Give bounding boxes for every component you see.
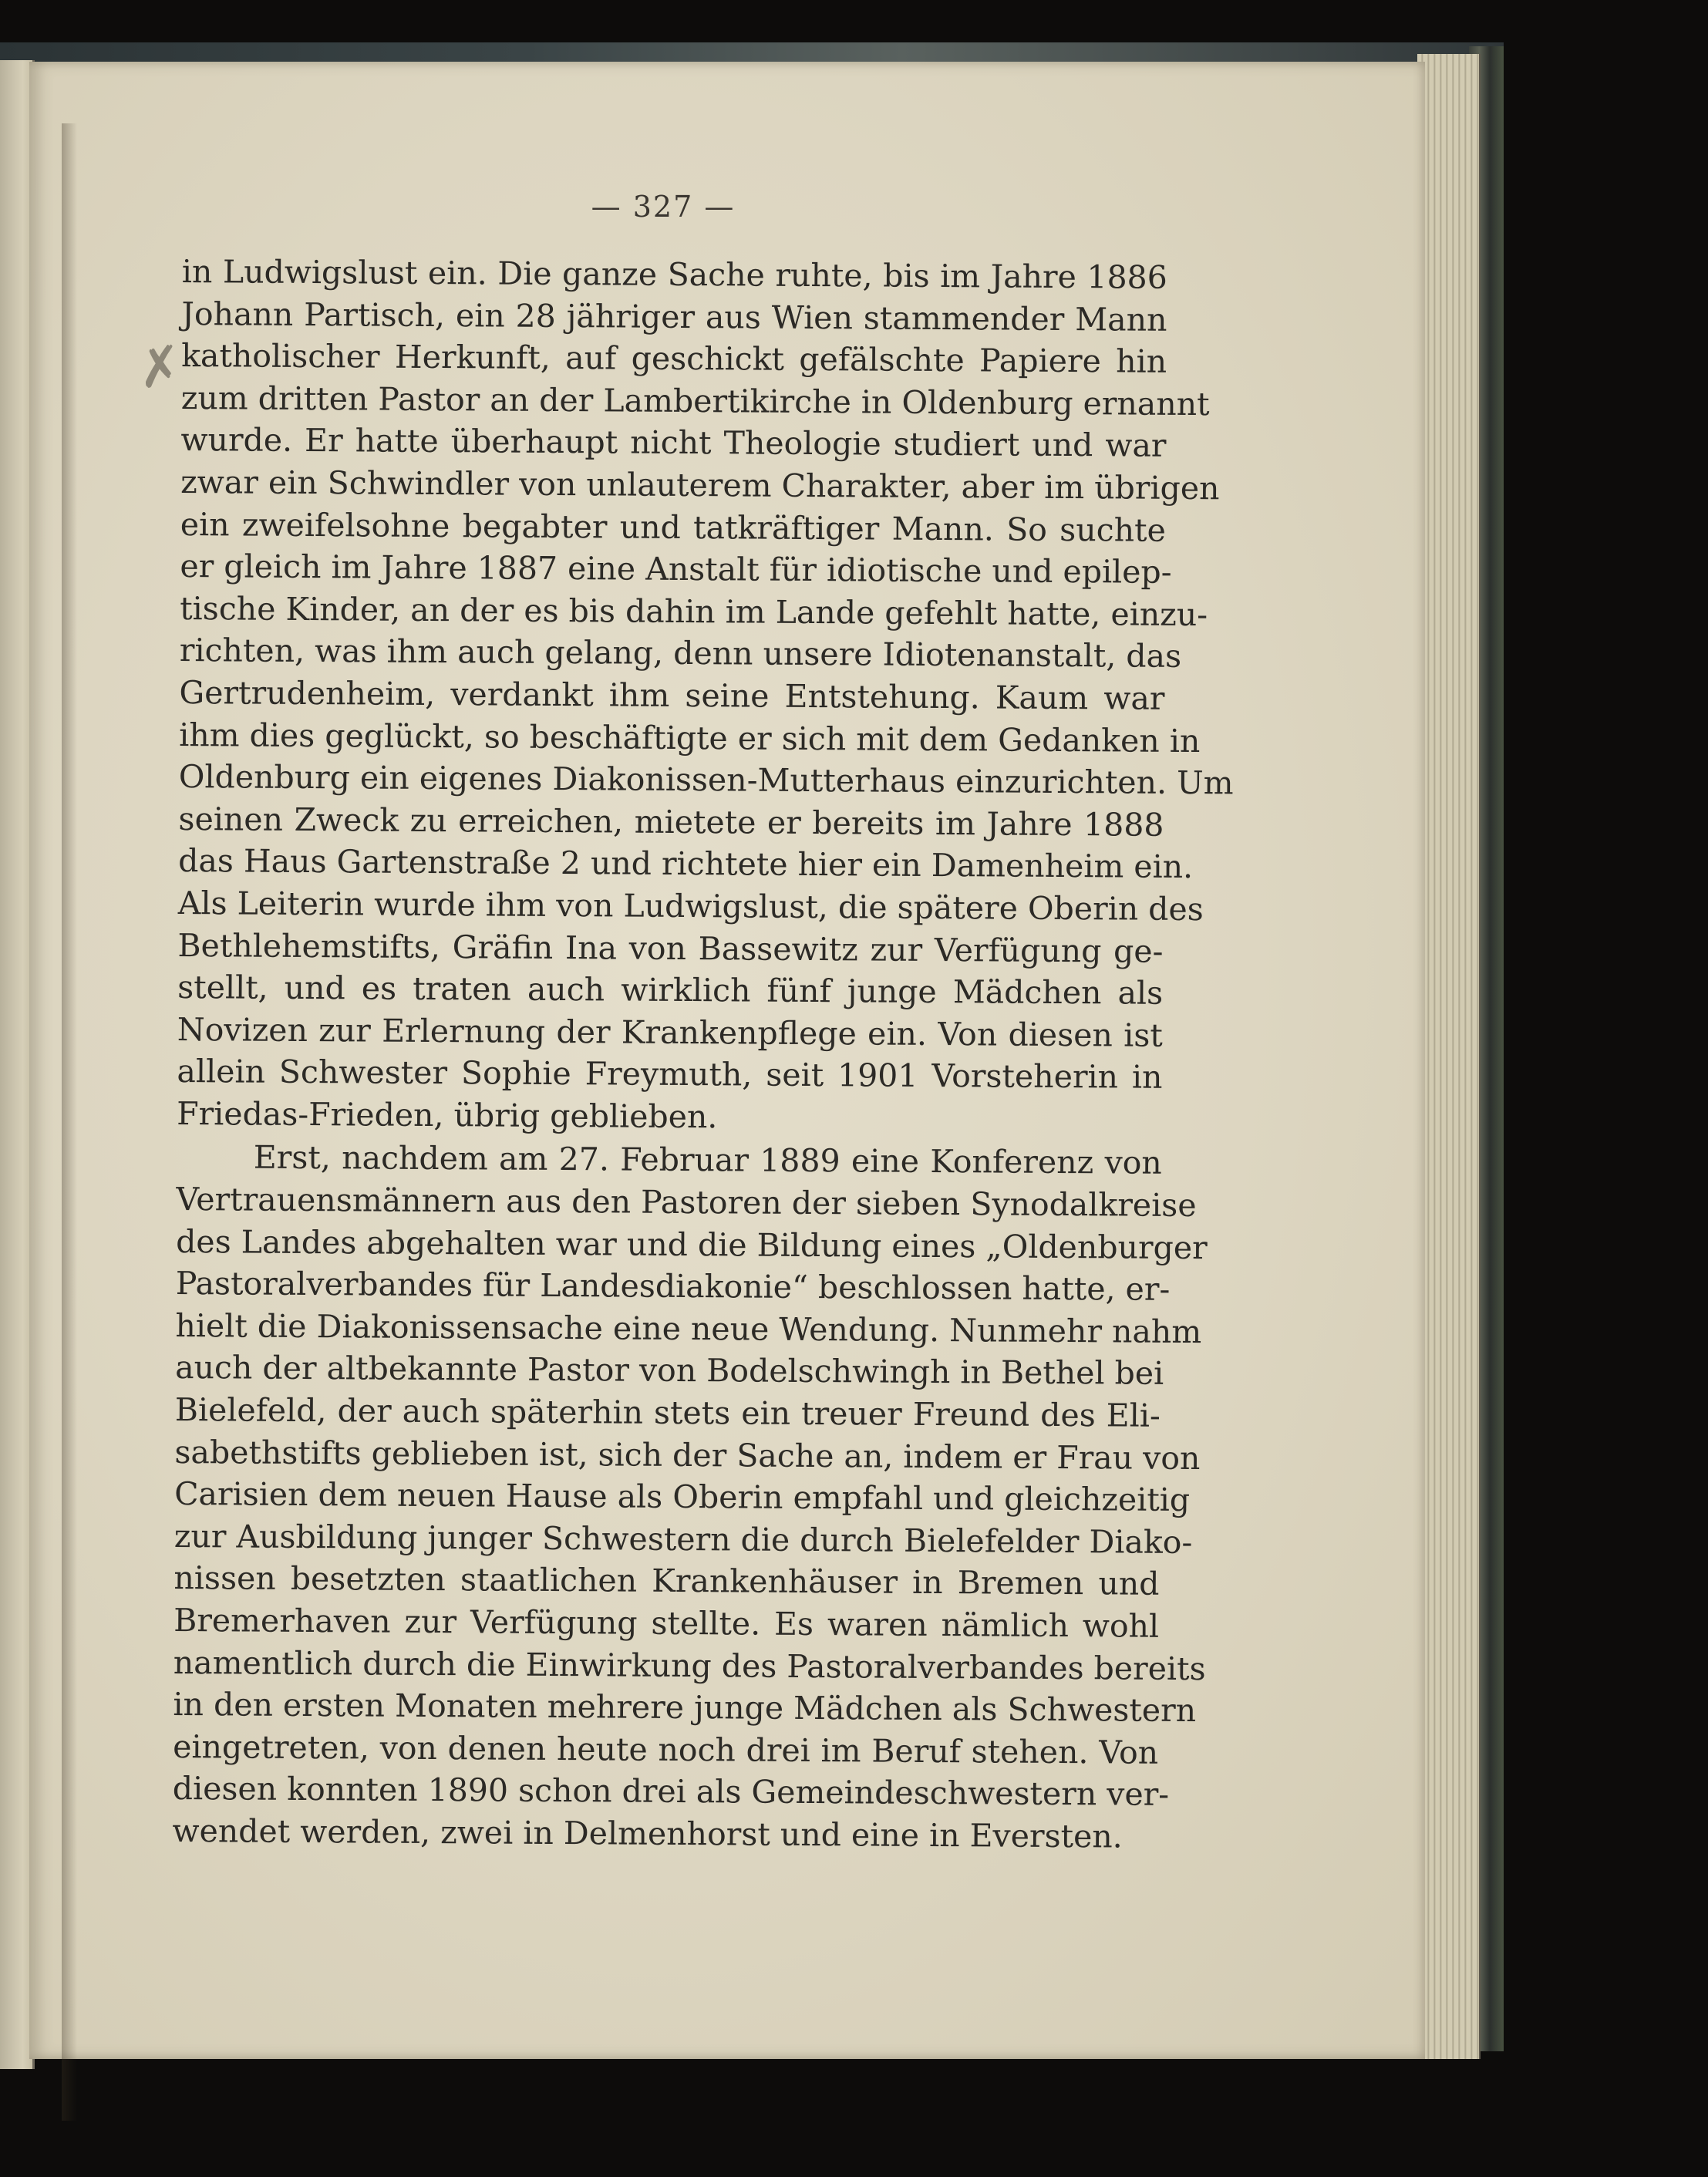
text-line: auch der altbekannte Pastor von Bodelschwingh in Bethel bei bbox=[175, 1349, 1164, 1393]
text-line: des Landes abgehalten war und die Bildung eines „Oldenburger bbox=[176, 1222, 1208, 1266]
page-gutter-shadow bbox=[62, 123, 77, 2121]
text-line: er gleich im Jahre 1887 eine Anstalt für idiotische und epilep- bbox=[180, 548, 1172, 591]
text-line: allein Schwester Sophie Freymuth, seit 1901 Vorsteherin in bbox=[177, 1053, 1163, 1097]
text-line: zwar ein Schwindler von unlauterem Charakter, aber im übrigen bbox=[180, 463, 1220, 507]
body-text bbox=[172, 251, 1234, 1858]
text-line: eingetreten, von denen heute noch drei im Beruf stehen. Von bbox=[173, 1727, 1159, 1771]
text-line: wendet werden, zwei in Delmenhorst und eine in Eversten. bbox=[172, 1811, 1123, 1855]
text-line: in Ludwigslust ein. Die ganze Sache ruhte, bis im Jahre 1886 bbox=[181, 252, 1167, 296]
text-line: Gertrudenheim, verdankt ihm seine Entstehung. Kaum war bbox=[179, 673, 1165, 717]
pencil-margin-mark: ✗ bbox=[133, 332, 187, 402]
text-line: Als Leiterin wurde ihm von Ludwigslust, die spätere Oberin des bbox=[177, 884, 1204, 928]
text-line: zum dritten Pastor an der Lambertikirche in Oldenburg ernannt bbox=[180, 379, 1210, 423]
text-line: stellt, und es traten auch wirklich fünf junge Mädchen als bbox=[177, 969, 1164, 1012]
text-line: Pastoralverbandes für Landesdiakonie“ beschlossen hatte, er- bbox=[175, 1265, 1171, 1309]
text-line: Bethlehemstifts, Gräfin Ina von Bassewitz zur Verfügung ge- bbox=[177, 926, 1164, 970]
text-line: Friedas-Frieden, übrig geblieben. bbox=[177, 1094, 718, 1136]
page-number: — 327 — bbox=[591, 190, 736, 224]
page-edges bbox=[1417, 54, 1481, 2059]
text-line: das Haus Gartenstraße 2 und richtete hier ein Damenheim ein. bbox=[178, 842, 1194, 886]
text-line: Oldenburg ein eigenes Diakonissen-Mutterhaus einzurichten. Um bbox=[178, 758, 1234, 802]
text-line: Erst, nachdem am 27. Februar 1889 eine Konferenz von bbox=[253, 1139, 1162, 1182]
text-line: richten, was ihm auch gelang, denn unsere Idiotenanstalt, das bbox=[179, 632, 1182, 676]
text-line: wurde. Er hatte überhaupt nicht Theologie studiert und war bbox=[180, 421, 1167, 465]
text-line: Novizen zur Erlernung der Krankenpflege ein. Von diesen ist bbox=[177, 1010, 1163, 1054]
text-line: tische Kinder, an der es bis dahin im Lande gefehlt hatte, einzu- bbox=[180, 589, 1208, 633]
text-line: in den ersten Monaten mehrere junge Mädchen als Schwestern bbox=[173, 1686, 1197, 1730]
paragraph bbox=[177, 251, 1234, 1141]
text-line: Bielefeld, der auch späterhin stets ein treuer Freund des Eli- bbox=[174, 1391, 1161, 1434]
paragraph bbox=[172, 1136, 1208, 1858]
text-line: ihm dies geglückt, so beschäftigte er sich mit dem Gedanken in bbox=[179, 716, 1201, 760]
text-line: katholischer Herkunft, auf geschickt gefälschte Papiere hin bbox=[181, 337, 1167, 380]
text-line: Bremerhaven zur Verfügung stellte. Es waren nämlich wohl bbox=[173, 1601, 1160, 1645]
text-line: Carisien dem neuen Hause als Oberin empfahl und gleichzeitig bbox=[174, 1475, 1191, 1519]
text-line: Johann Partisch, ein 28 jähriger aus Wien stammender Mann bbox=[181, 295, 1167, 339]
text-line: zur Ausbildung junger Schwestern die durch Bielefelder Diako- bbox=[173, 1517, 1193, 1561]
text-line: hielt die Diakonissensache eine neue Wendung. Nunmehr nahm bbox=[175, 1306, 1202, 1350]
text-line: ein zweifelsohne begabter und tatkräftiger Mann. So suchte bbox=[180, 505, 1166, 549]
text-line: seinen Zweck zu erreichen, mietete er bereits im Jahre 1888 bbox=[178, 800, 1164, 844]
text-line: nissen besetzten staatlichen Krankenhäuser in Bremen und bbox=[173, 1559, 1160, 1603]
text-line: sabethstifts geblieben ist, sich der Sache an, indem er Frau von bbox=[174, 1433, 1201, 1477]
text-line: diesen konnten 1890 schon drei als Gemeindeschwestern ver- bbox=[172, 1770, 1170, 1814]
text-line: namentlich durch die Einwirkung des Pastoralverbandes bereits bbox=[173, 1643, 1206, 1687]
text-line: Vertrauensmännern aus den Pastoren der sieben Synodalkreise bbox=[176, 1181, 1197, 1225]
